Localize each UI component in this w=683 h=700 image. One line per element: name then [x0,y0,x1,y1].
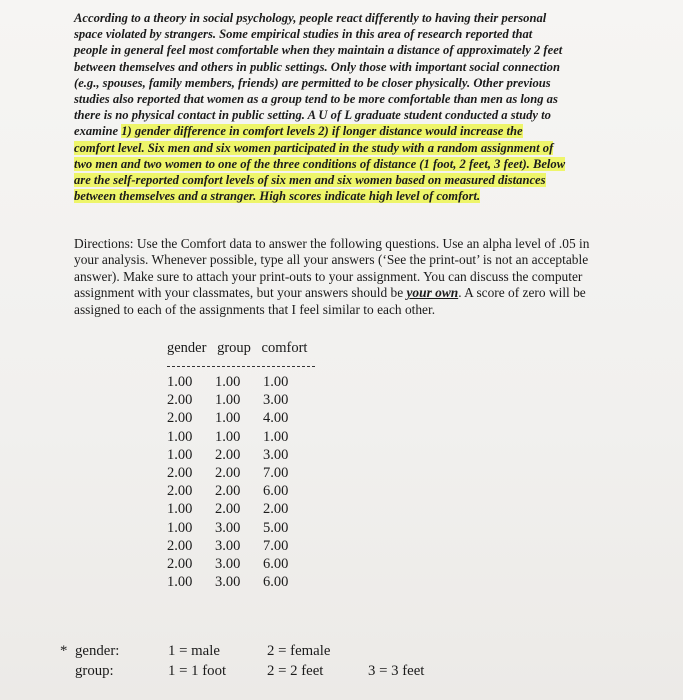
intro-line [74,42,659,58]
text-run: assignment with your classmates, but your answers should be [74,285,407,301]
group-cell: 3.00 [215,555,241,572]
gender-cell: 2.00 [167,410,193,427]
comfort-data-table [167,337,315,591]
group-cell: 1.00 [215,428,241,445]
intro-line [74,107,659,123]
table-row [167,464,315,482]
header-comfort: comfort [261,340,308,356]
gender-cell: 1.00 [167,374,193,390]
intro-line [74,75,659,91]
comfort-cell: 6.00 [263,483,289,500]
directions-paragraph [74,236,664,318]
directions-line [74,236,664,252]
gender-cell: 2.00 [167,392,193,409]
group-cell: 1.00 [215,392,241,409]
intro-line [74,26,659,42]
text-run: people in general feel most comfortable when they maintain a distance of approximately 2 feet [74,43,563,58]
table-row [167,446,315,464]
text-run: studies also reported that women as a group tend to be more comfortable than men as long as [74,92,558,107]
group-key-label: group: [75,663,114,679]
text-run: According to a theory in social psychology, people react differently to having their personal [74,11,547,25]
comfort-cell: 5.00 [263,519,289,536]
intro-line [74,140,659,156]
group-cell: 3.00 [215,537,241,554]
comfort-cell: 1.00 [263,374,289,390]
highlighted-text: two men and two women to one of the three conditions of distance (1 foot, 2 feet, 3 feet). Below [74,156,566,171]
table-row [167,428,315,446]
gender-cell: 2.00 [167,464,193,481]
comfort-cell: 6.00 [263,574,289,591]
group-key-value: 2 = 2 feet [267,663,324,679]
directions-line [74,252,664,268]
text-run: assigned to each of the assignments that I feel similar to each other. [74,301,436,317]
gender-cell: 1.00 [167,501,193,518]
intro-line [74,156,659,172]
comfort-cell: 3.00 [263,446,289,463]
intro-line [74,91,659,107]
table-row [167,519,315,537]
gender-cell: 1.00 [167,446,193,463]
group-cell: 2.00 [215,446,241,463]
header-separator [167,366,315,367]
intro-paragraph [74,10,659,204]
gender-key-value: 2 = female [267,643,331,659]
emphasis-text: your own [406,285,459,301]
text-run: there is no physical contact in public setting. A U of L graduate student conducted a study to [74,108,551,123]
comfort-cell: 6.00 [263,555,289,572]
intro-line [74,188,659,204]
table-row [167,409,315,427]
text-run: your analysis. Whenever possible, type all your answers (‘See the print-out’ is not an acceptable [74,252,589,268]
group-cell: 2.00 [215,464,241,481]
gender-cell: 2.00 [167,555,193,572]
table-row [167,555,315,573]
gender-cell: 1.00 [167,519,193,536]
text-run: examine [74,124,122,139]
comfort-cell: 2.00 [263,501,289,518]
intro-line [74,172,659,188]
text-run: Directions: Use the Comfort data to answer the following questions. Use an alpha level of .05 in [74,236,590,251]
text-run: space violated by strangers. Some empirical studies in this area of research reported that [74,27,533,42]
text-run: . A score of zero will be [458,285,586,301]
group-key-value: 3 = 3 feet [368,663,425,679]
directions-line [74,269,664,285]
group-cell: 2.00 [215,483,241,500]
comfort-cell: 7.00 [263,537,289,554]
highlighted-text: between themselves and a stranger. High scores indicate high level of comfort. [74,189,481,204]
highlighted-text: 1) gender difference in comfort levels 2) if longer distance would increase the [121,124,523,139]
group-cell: 3.00 [215,574,241,591]
table-row [167,482,315,500]
gender-cell: 1.00 [167,574,193,591]
header-gender: gender [167,340,207,356]
intro-line [74,10,659,26]
gender-key-label: gender: [75,643,120,659]
highlighted-text: comfort level. Six men and six women participated in the study with a random assignment of [74,140,554,155]
comfort-cell: 7.00 [263,464,289,481]
directions-line [74,285,664,301]
intro-line [74,59,659,75]
group-cell: 1.00 [215,374,241,390]
gender-cell: 2.00 [167,537,193,554]
comfort-cell: 4.00 [263,410,289,427]
table-row [167,373,315,391]
group-cell: 1.00 [215,410,241,427]
comfort-cell: 3.00 [263,392,289,409]
group-key-value: 1 = 1 foot [168,663,227,679]
highlighted-text: are the self-reported comfort levels of six men and six women based on measured distances [74,173,546,188]
gender-cell: 1.00 [167,428,193,445]
gender-key-value: 1 = male [168,643,220,659]
table-row [167,391,315,409]
text-run: (e.g., spouses, family members, friends) are permitted to be closer physically. Other previous [74,75,551,90]
text-run: between themselves and others in public settings. Only those with important social connection [74,59,560,74]
asterisk: * [60,643,68,659]
comfort-cell: 1.00 [263,428,289,445]
table-row [167,537,315,555]
table-header [167,337,315,359]
header-group: group [217,340,251,356]
directions-line [74,302,664,318]
gender-cell: 2.00 [167,483,193,500]
table-row [167,500,315,518]
text-run: answer). Make sure to attach your print-outs to your assignment. You can discuss the computer [74,268,583,284]
intro-line [74,123,659,139]
group-cell: 3.00 [215,519,241,536]
table-row [167,573,315,591]
table-body [167,373,315,591]
group-cell: 2.00 [215,501,241,518]
